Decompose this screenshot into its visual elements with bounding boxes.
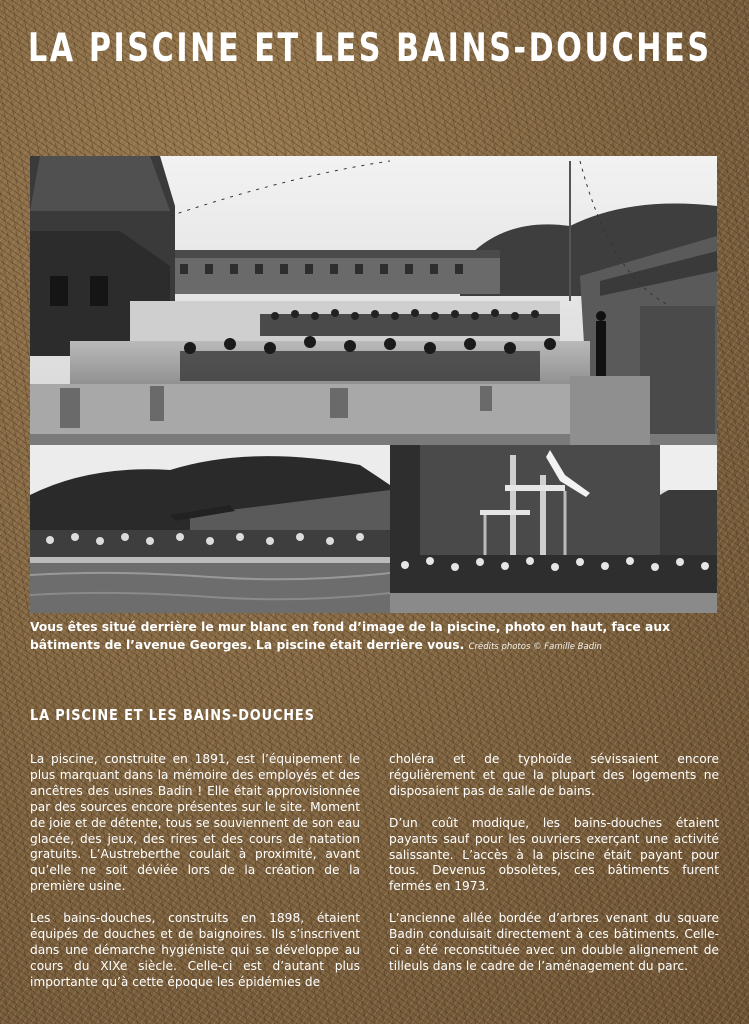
paragraph: La piscine, construite en 1891, est l’équipement le plus marquant dans la mémoire des employés et des ancêtres des usines Badin ! Elle était approvisionnée par des sources encore présentes sur le site. Moment de joie et de détente, tous se souviennent de son eau glacée, des jeux, des rires et des cours de natation gratuits. L’Austreberthe coulait à proximité, avant qu’elle ne soit déviée lors de la création de la première usine. [30,752,360,894]
pool-photo-image [30,156,717,445]
paragraph: Les bains-douches, construits en 1898, étaient équipés de douches et de baignoires. Ils s’inscrivent dans une démarche hygiéniste qui se développe au cours du XIXe siècle. Celle-ci est d’autant plus importante qu’à cette époque les épidémies de [30,911,360,989]
text-column-right [389,752,719,991]
section-title: LA PISCINE ET LES BAINS-DOUCHES [30,706,315,724]
tower-photo-image [390,445,717,613]
photo-pool-bathers [30,156,717,445]
photo-pool-diving [30,445,390,613]
paragraph: choléra et de typhoïde sévissaient encore régulièrement et que la plupart des logements ne disposaient pas de salle de bains. [389,752,719,798]
page-title: LA PISCINE ET LES BAINS-DOUCHES [28,26,712,71]
paragraph: L’ancienne allée bordée d’arbres venant du square Badin conduisait directement à ces bâtiments. Celle-ci a été reconstituée avec un double alignement de tilleuls dans le cadre de l’aménagement du parc. [389,911,719,973]
diving-photo-image [30,445,390,613]
photo-diving-tower [390,445,717,613]
paragraph: D’un coût modique, les bains-douches étaient payants sauf pour les ouvriers exerçant une activité salissante. L’accès à la piscine était payant pour tous. Devenus obsolètes, ces bâtiments furent fermés en 1973. [389,815,719,894]
photo-caption [30,618,720,656]
text-column-left [30,752,360,1007]
photo-credits: Crédits photos © Famille Badin [468,642,602,652]
caption-text: Vous êtes situé derrière le mur blanc en fond d’image de la piscine, photo en haut, face aux bâtiments de l’avenue Georges. La piscine était derrière vous. [30,620,671,652]
